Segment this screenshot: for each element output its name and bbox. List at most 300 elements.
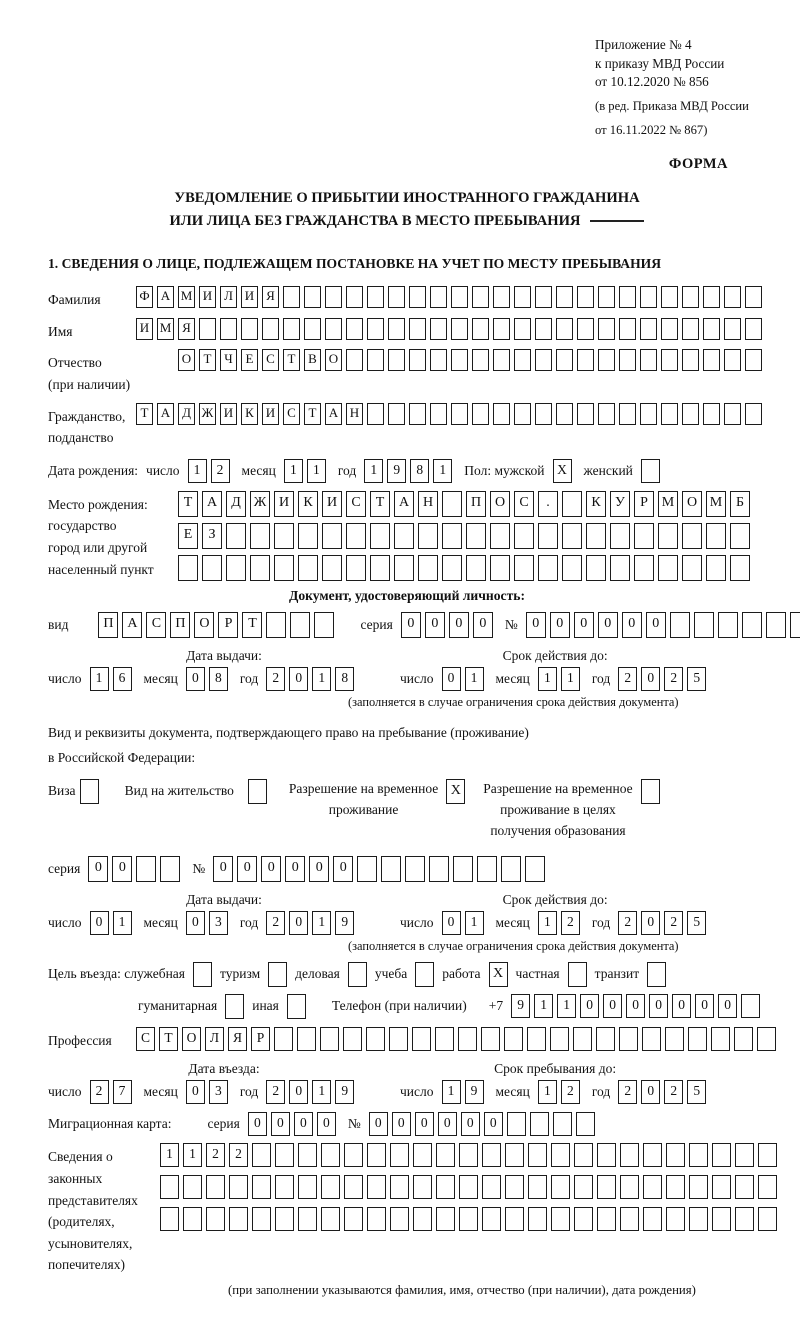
char-cell [490, 555, 510, 581]
char-cell [250, 555, 270, 581]
citizenship-label-line: подданство [48, 430, 114, 446]
section-1-heading: 1. СВЕДЕНИЯ О ЛИЦЕ, ПОДЛЕЖАЩЕМ ПОСТАНОВКЕ НА УЧЕТ ПО МЕСТУ ПРЕБЫВАНИЯ [48, 256, 662, 272]
char-cell [640, 349, 657, 371]
char-cell [357, 856, 377, 882]
char-cell [283, 318, 300, 340]
char-cell [274, 1027, 293, 1051]
purpose-tourism-checkbox [268, 962, 287, 987]
char-cell: 1 [307, 459, 326, 483]
char-cell: 2 [266, 1080, 285, 1104]
char-cell: 1 [433, 459, 452, 483]
char-cell [745, 318, 762, 340]
char-cell [576, 1112, 595, 1136]
char-cell [661, 286, 678, 308]
char-cell: 1 [312, 911, 331, 935]
char-cell: 0 [333, 856, 353, 882]
birth-day-cells [188, 459, 234, 483]
char-cell: 2 [618, 1080, 637, 1104]
char-cell [556, 403, 573, 425]
char-cell [724, 349, 741, 371]
char-cell: И [241, 286, 258, 308]
char-cell: К [586, 491, 606, 517]
char-cell: 1 [312, 667, 331, 691]
issue-date-label: Дата выдачи: [186, 647, 262, 663]
day-label: число [146, 462, 180, 478]
char-cell [596, 1027, 615, 1051]
char-cell [183, 1175, 202, 1199]
char-cell [538, 555, 558, 581]
char-cell: 0 [442, 667, 461, 691]
char-cell: 1 [113, 911, 132, 935]
purpose-business-checkbox [348, 962, 367, 987]
char-cell: О [490, 491, 510, 517]
permit-number-label: № [192, 860, 206, 876]
char-cell: Я [262, 286, 279, 308]
char-cell: М [706, 491, 726, 517]
char-cell: 9 [387, 459, 406, 483]
migcard-series-cells [248, 1112, 340, 1136]
month-label: месяц [143, 1084, 178, 1100]
char-cell: 0 [317, 1112, 336, 1136]
char-cell [528, 1175, 547, 1199]
char-cell [556, 318, 573, 340]
day-label: число [400, 914, 434, 930]
char-cell [409, 286, 426, 308]
residence-permit-option [125, 779, 267, 804]
char-cell: 2 [266, 911, 285, 935]
study-label: учеба [374, 966, 408, 982]
char-cell [647, 962, 666, 987]
char-cell: 0 [622, 612, 642, 638]
char-cell [551, 1143, 570, 1167]
char-cell [641, 779, 660, 804]
char-cell [389, 1027, 408, 1051]
char-cell [505, 1207, 524, 1231]
char-cell: И [136, 318, 153, 340]
year-label: год [239, 1084, 259, 1100]
char-cell [298, 555, 318, 581]
char-cell [367, 318, 384, 340]
char-cell [367, 286, 384, 308]
doc-valid-month-cells [538, 667, 584, 691]
title-line-1: УВЕДОМЛЕНИЕ О ПРИБЫТИИ ИНОСТРАННОГО ГРАЖДАНИНА [174, 189, 640, 206]
work-label: работа [442, 966, 481, 982]
legal-reps-label-line: (родителях, [48, 1214, 115, 1230]
char-cell: Д [226, 491, 246, 517]
day-label: число [48, 914, 82, 930]
char-cell: 0 [289, 911, 308, 935]
char-cell [226, 555, 246, 581]
char-cell: 3 [209, 911, 228, 935]
year-label: год [337, 462, 357, 478]
char-cell [562, 491, 582, 517]
char-cell [666, 1207, 685, 1231]
char-cell: Е [241, 349, 258, 371]
char-cell [275, 1175, 294, 1199]
char-cell [430, 403, 447, 425]
char-cell [346, 349, 363, 371]
char-cell: Т [304, 403, 321, 425]
char-cell [643, 1175, 662, 1199]
temp-permit-checkbox [446, 779, 465, 804]
char-cell [413, 1175, 432, 1199]
char-cell [346, 555, 366, 581]
temp-permit-edu-checkbox [641, 779, 660, 804]
char-cell [642, 1027, 661, 1051]
char-cell [640, 403, 657, 425]
purpose-label: Цель въезда: служебная [48, 966, 185, 982]
citizenship-label-line: Гражданство, [48, 408, 126, 424]
char-cell [619, 349, 636, 371]
char-cell: . [538, 491, 558, 517]
char-cell: 0 [309, 856, 329, 882]
char-cell: 2 [211, 459, 230, 483]
char-cell [724, 286, 741, 308]
char-cell [442, 491, 462, 517]
char-cell [321, 1143, 340, 1167]
char-cell [346, 286, 363, 308]
temp-permit-edu-label-line: Разрешение на временное [483, 781, 633, 797]
char-cell: К [298, 491, 318, 517]
char-cell [741, 994, 760, 1018]
char-cell [430, 318, 447, 340]
char-cell: 0 [550, 612, 570, 638]
char-cell: 0 [526, 612, 546, 638]
char-cell [482, 1143, 501, 1167]
residence-permit-label: Вид на жительство [124, 783, 234, 799]
title-line-2: ИЛИ ЛИЦА БЕЗ ГРАЖДАНСТВА В МЕСТО ПРЕБЫВАНИЯ [48, 210, 766, 233]
char-cell: О [325, 349, 342, 371]
char-cell [435, 1027, 454, 1051]
day-label: число [48, 670, 82, 686]
char-cell [550, 1027, 569, 1051]
char-cell: Ж [199, 403, 216, 425]
temp-permit-edu-label-line: получения образования [490, 822, 626, 838]
char-cell [597, 1175, 616, 1199]
legal-reps-block [48, 1143, 766, 1276]
other-label: иная [252, 998, 279, 1014]
permit-series-cells [88, 856, 184, 882]
char-cell [758, 1207, 777, 1231]
year-label: год [591, 914, 611, 930]
char-cell [370, 523, 390, 549]
char-cell: 1 [465, 911, 484, 935]
char-cell [634, 555, 654, 581]
char-cell [577, 318, 594, 340]
birthplace-block [48, 491, 766, 581]
char-cell [501, 856, 521, 882]
purpose-official-checkbox [193, 962, 212, 987]
permit-valid-year-cells [618, 911, 710, 935]
char-cell [466, 555, 486, 581]
char-cell [320, 1027, 339, 1051]
month-label: месяц [495, 914, 530, 930]
char-cell [436, 1207, 455, 1231]
char-cell: П [466, 491, 486, 517]
char-cell [252, 1207, 271, 1231]
stay-day-cells [442, 1080, 488, 1104]
char-cell [556, 286, 573, 308]
char-cell: 1 [183, 1143, 202, 1167]
char-cell [528, 1207, 547, 1231]
char-cell [682, 349, 699, 371]
char-cell: Л [205, 1027, 224, 1051]
char-cell [568, 962, 587, 987]
char-cell [682, 523, 702, 549]
char-cell [619, 1027, 638, 1051]
char-cell [367, 1143, 386, 1167]
char-cell [619, 403, 636, 425]
patronymic-label-line: Отчество [48, 355, 102, 371]
char-cell [745, 349, 762, 371]
char-cell: С [146, 612, 166, 638]
char-cell [459, 1207, 478, 1231]
char-cell [388, 286, 405, 308]
month-label: месяц [495, 1084, 530, 1100]
char-cell [703, 286, 720, 308]
char-cell [322, 555, 342, 581]
char-cell [322, 523, 342, 549]
char-cell [430, 349, 447, 371]
char-cell: 0 [672, 994, 691, 1018]
patronymic-note: (при наличии) [48, 376, 131, 392]
char-cell: О [682, 491, 702, 517]
transit-label: транзит [594, 966, 640, 982]
char-cell: М [157, 318, 174, 340]
permit-doc-line-2: в Российской Федерации: [48, 750, 196, 766]
char-cell [220, 318, 237, 340]
legal-reps-label-line: представителях [48, 1192, 138, 1208]
char-cell: 1 [364, 459, 383, 483]
char-cell: 0 [641, 667, 660, 691]
char-cell [367, 349, 384, 371]
char-cell [481, 1027, 500, 1051]
char-cell: 1 [534, 994, 553, 1018]
char-cell [274, 523, 294, 549]
visa-checkbox [80, 779, 99, 804]
char-cell: А [157, 403, 174, 425]
char-cell [275, 1143, 294, 1167]
char-cell [493, 403, 510, 425]
phone-cells [511, 994, 764, 1018]
temp-permit-label-line: проживание [328, 801, 399, 817]
char-cell: 0 [641, 1080, 660, 1104]
char-cell [346, 318, 363, 340]
char-cell: 8 [335, 667, 354, 691]
char-cell: 1 [561, 667, 580, 691]
purpose-work-checkbox [489, 962, 508, 987]
char-cell: О [194, 612, 214, 638]
char-cell: 1 [312, 1080, 331, 1104]
char-cell: Д [178, 403, 195, 425]
char-cell [459, 1143, 478, 1167]
char-cell [206, 1207, 225, 1231]
char-cell [670, 612, 690, 638]
char-cell [666, 1143, 685, 1167]
char-cell [706, 523, 726, 549]
valid-until-label: Срок действия до: [502, 891, 608, 907]
char-cell [466, 523, 486, 549]
char-cell: 0 [112, 856, 132, 882]
temp-permit-edu-label [483, 779, 632, 842]
char-cell: 2 [229, 1143, 248, 1167]
char-cell: 9 [465, 1080, 484, 1104]
char-cell [370, 555, 390, 581]
profession-cells [136, 1027, 780, 1051]
char-cell: П [170, 612, 190, 638]
issue-date-label: Дата выдачи: [186, 891, 262, 907]
char-cell [535, 403, 552, 425]
legal-reps-row-2 [160, 1175, 781, 1199]
char-cell [297, 1027, 316, 1051]
char-cell [724, 318, 741, 340]
surname-cells [136, 286, 766, 308]
char-cell [682, 286, 699, 308]
stay-month-cells [538, 1080, 584, 1104]
char-cell: 0 [237, 856, 257, 882]
char-cell [490, 523, 510, 549]
name-cells [136, 318, 766, 340]
birthplace-label [48, 491, 178, 580]
char-cell [757, 1027, 776, 1051]
char-cell [442, 555, 462, 581]
char-cell [436, 1143, 455, 1167]
month-label: месяц [495, 670, 530, 686]
purpose-row-2 [138, 994, 766, 1019]
char-cell [577, 286, 594, 308]
doc-series-cells [401, 612, 497, 638]
char-cell [640, 286, 657, 308]
char-cell [298, 523, 318, 549]
doc-number-label: № [504, 616, 518, 632]
char-cell [348, 962, 367, 987]
char-cell: Н [346, 403, 363, 425]
char-cell [620, 1207, 639, 1231]
birthplace-row-1 [178, 491, 754, 517]
birthplace-cells-group [178, 491, 754, 581]
char-cell: 0 [88, 856, 108, 882]
char-cell: С [136, 1027, 155, 1051]
char-cell [586, 555, 606, 581]
legal-reps-label-line: Сведения о [48, 1149, 113, 1165]
permit-series-row [48, 856, 766, 882]
char-cell [266, 612, 286, 638]
char-cell: 2 [618, 911, 637, 935]
name-label: Имя [48, 323, 73, 339]
birth-date-label: Дата рождения: [48, 462, 139, 478]
char-cell [472, 403, 489, 425]
char-cell [553, 1112, 572, 1136]
doc-issue-month-cells [186, 667, 232, 691]
char-cell [287, 994, 306, 1019]
char-cell: 8 [209, 667, 228, 691]
char-cell [598, 349, 615, 371]
char-cell: 2 [664, 911, 683, 935]
day-label: число [48, 1084, 82, 1100]
char-cell: 0 [580, 994, 599, 1018]
char-cell: 0 [294, 1112, 313, 1136]
page-title [48, 187, 766, 232]
doc-valid-group [348, 647, 710, 710]
char-cell [229, 1175, 248, 1199]
char-cell [505, 1143, 524, 1167]
char-cell: 2 [90, 1080, 109, 1104]
valid-until-label: Срок действия до: [502, 647, 608, 663]
char-cell [436, 1175, 455, 1199]
char-cell [598, 403, 615, 425]
char-cell [689, 1175, 708, 1199]
visa-label: Виза [48, 783, 76, 799]
char-cell: 0 [415, 1112, 434, 1136]
doc-valid-year-cells [618, 667, 710, 691]
char-cell [703, 349, 720, 371]
char-cell: 0 [285, 856, 305, 882]
char-cell: 0 [248, 1112, 267, 1136]
char-cell [178, 555, 198, 581]
char-cell [658, 555, 678, 581]
char-cell [160, 856, 180, 882]
form-label: ФОРМА [668, 155, 728, 172]
char-cell [390, 1207, 409, 1231]
char-cell: 0 [186, 667, 205, 691]
char-cell [551, 1207, 570, 1231]
char-cell: Т [283, 349, 300, 371]
birthplace-label-line: государство [48, 518, 117, 534]
surname-row [48, 286, 766, 311]
char-cell [597, 1143, 616, 1167]
char-cell: 0 [289, 1080, 308, 1104]
char-cell: 0 [574, 612, 594, 638]
char-cell: 1 [90, 667, 109, 691]
char-cell: У [610, 491, 630, 517]
char-cell [409, 318, 426, 340]
char-cell [344, 1207, 363, 1231]
char-cell [136, 856, 156, 882]
char-cell: 0 [695, 994, 714, 1018]
char-cell [451, 286, 468, 308]
char-cell [682, 555, 702, 581]
appendix-line: от 10.12.2020 № 856 [595, 74, 709, 90]
profession-label: Профессия [48, 1032, 112, 1048]
char-cell: А [157, 286, 174, 308]
char-cell: 0 [401, 612, 421, 638]
char-cell [415, 962, 434, 987]
char-cell [689, 1143, 708, 1167]
stay-year-cells [618, 1080, 710, 1104]
appendix-line: к приказу МВД России [595, 55, 725, 71]
migration-card-row [48, 1112, 766, 1136]
char-cell: 6 [113, 667, 132, 691]
char-cell [206, 1175, 225, 1199]
char-cell: И [274, 491, 294, 517]
char-cell [538, 523, 558, 549]
humanitarian-label: гуманитарная [138, 998, 218, 1014]
valid-note: (заполняется в случае ограничения срока действия документа) [348, 694, 679, 709]
name-row [48, 318, 766, 343]
char-cell: Т [199, 349, 216, 371]
year-label: год [591, 670, 611, 686]
char-cell [577, 349, 594, 371]
char-cell: Т [178, 491, 198, 517]
char-cell [275, 1207, 294, 1231]
purpose-private-checkbox [568, 962, 587, 987]
char-cell [390, 1143, 409, 1167]
char-cell [429, 856, 449, 882]
char-cell: 2 [206, 1143, 225, 1167]
char-cell [274, 555, 294, 581]
char-cell: 0 [449, 612, 469, 638]
char-cell: О [178, 349, 195, 371]
